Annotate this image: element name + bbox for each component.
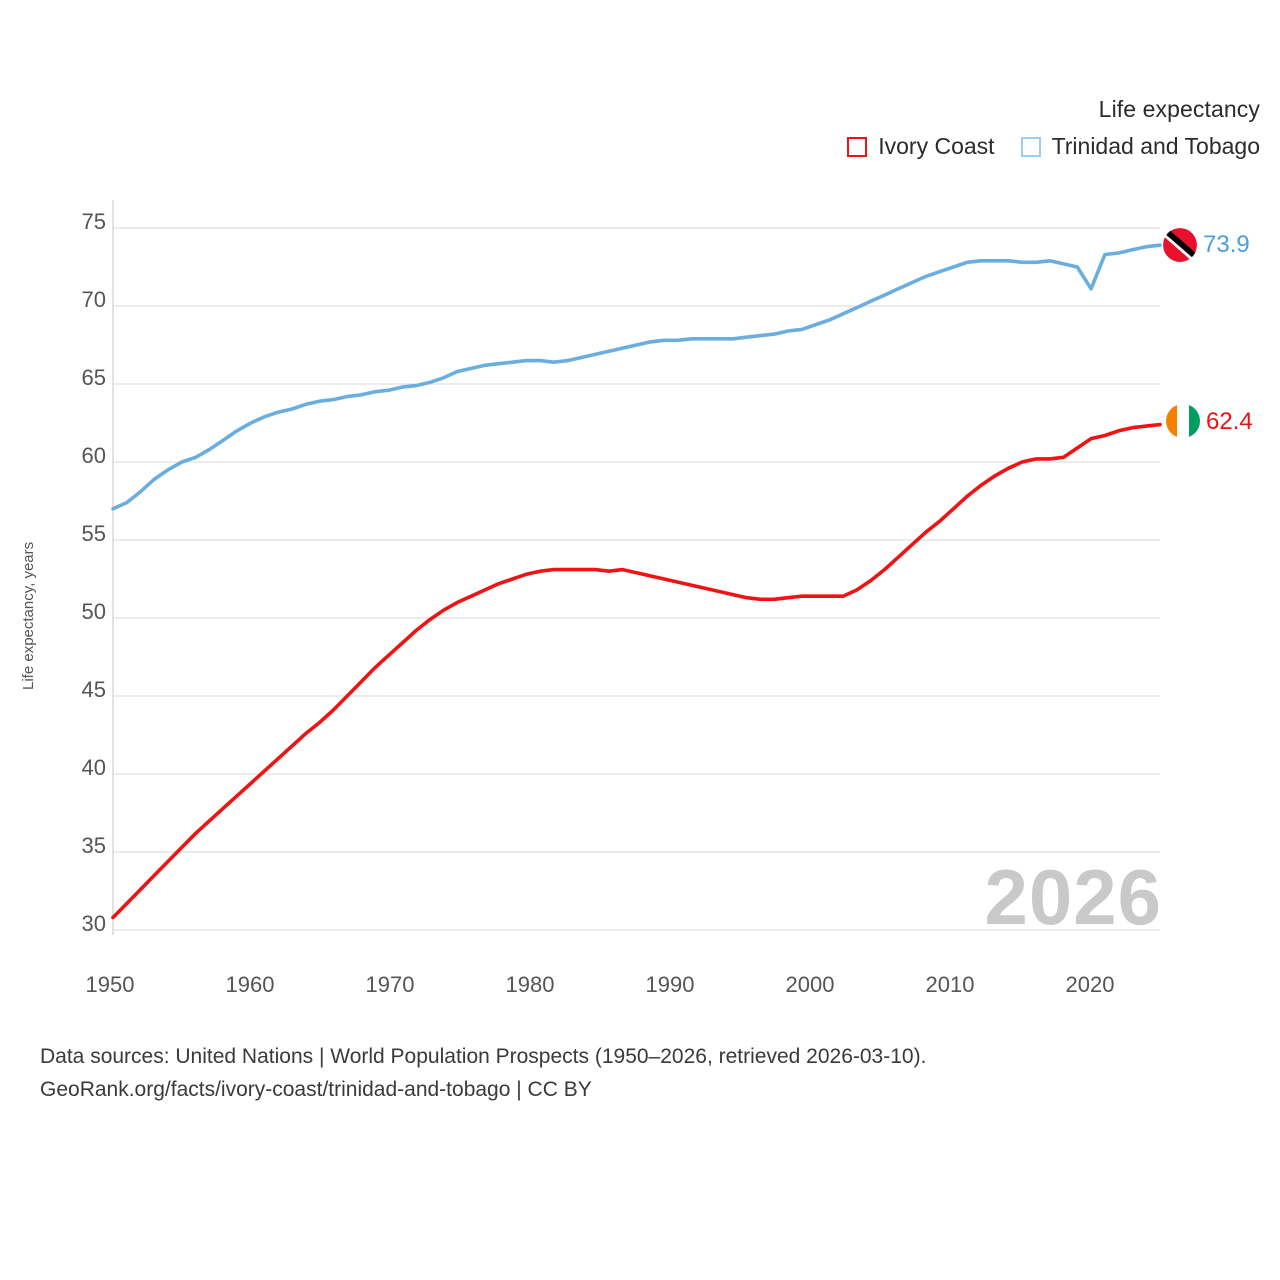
- x-tick-2010: 2010: [925, 972, 975, 997]
- gridlines: [113, 200, 1160, 935]
- x-tick-1990: 1990: [645, 972, 695, 997]
- footer-credits: [40, 1040, 1240, 1106]
- footer-line-1: Data sources: United Nations | World Population Prospects (1950–2026, retrieved 2026-03-10).: [40, 1045, 927, 1068]
- legend-label-ivory-coast: Ivory Coast: [878, 133, 995, 159]
- y-tick-45: 45: [81, 677, 106, 702]
- y-tick-60: 60: [81, 443, 106, 468]
- x-tick-1980: 1980: [505, 972, 555, 997]
- y-axis-title: Life expectancy, years: [20, 541, 37, 690]
- x-tick-1970: 1970: [365, 972, 415, 997]
- y-tick-30: 30: [81, 911, 106, 936]
- x-tick-1960: 1960: [225, 972, 275, 997]
- legend-label-trinidad-and-tobago: Trinidad and Tobago: [1051, 133, 1260, 159]
- y-tick-70: 70: [81, 287, 106, 312]
- flag-badge-ivory-coast: [1166, 404, 1200, 438]
- y-tick-75: 75: [81, 209, 106, 234]
- series-line-trinidad-and-tobago: [113, 245, 1160, 509]
- watermark-year: 2026: [984, 853, 1162, 941]
- endpoint-value-ivory-coast: 62.4: [1206, 408, 1253, 435]
- footer-line-2: GeoRank.org/facts/ivory-coast/trinidad-and-tobago | CC BY: [40, 1078, 592, 1101]
- x-tick-1950: 1950: [85, 972, 135, 997]
- y-tick-50: 50: [81, 599, 106, 624]
- series-line-ivory-coast: [113, 425, 1160, 918]
- x-tick-2020: 2020: [1065, 972, 1115, 997]
- flag-badge-trinidad-and-tobago: [1163, 228, 1197, 262]
- x-tick-2000: 2000: [785, 972, 835, 997]
- y-tick-35: 35: [81, 833, 106, 858]
- y-tick-40: 40: [81, 755, 106, 780]
- endpoint-value-trinidad-and-tobago: 73.9: [1203, 231, 1250, 258]
- y-tick-65: 65: [81, 365, 106, 390]
- y-tick-55: 55: [81, 521, 106, 546]
- legend-title: Life expectancy: [1098, 96, 1260, 122]
